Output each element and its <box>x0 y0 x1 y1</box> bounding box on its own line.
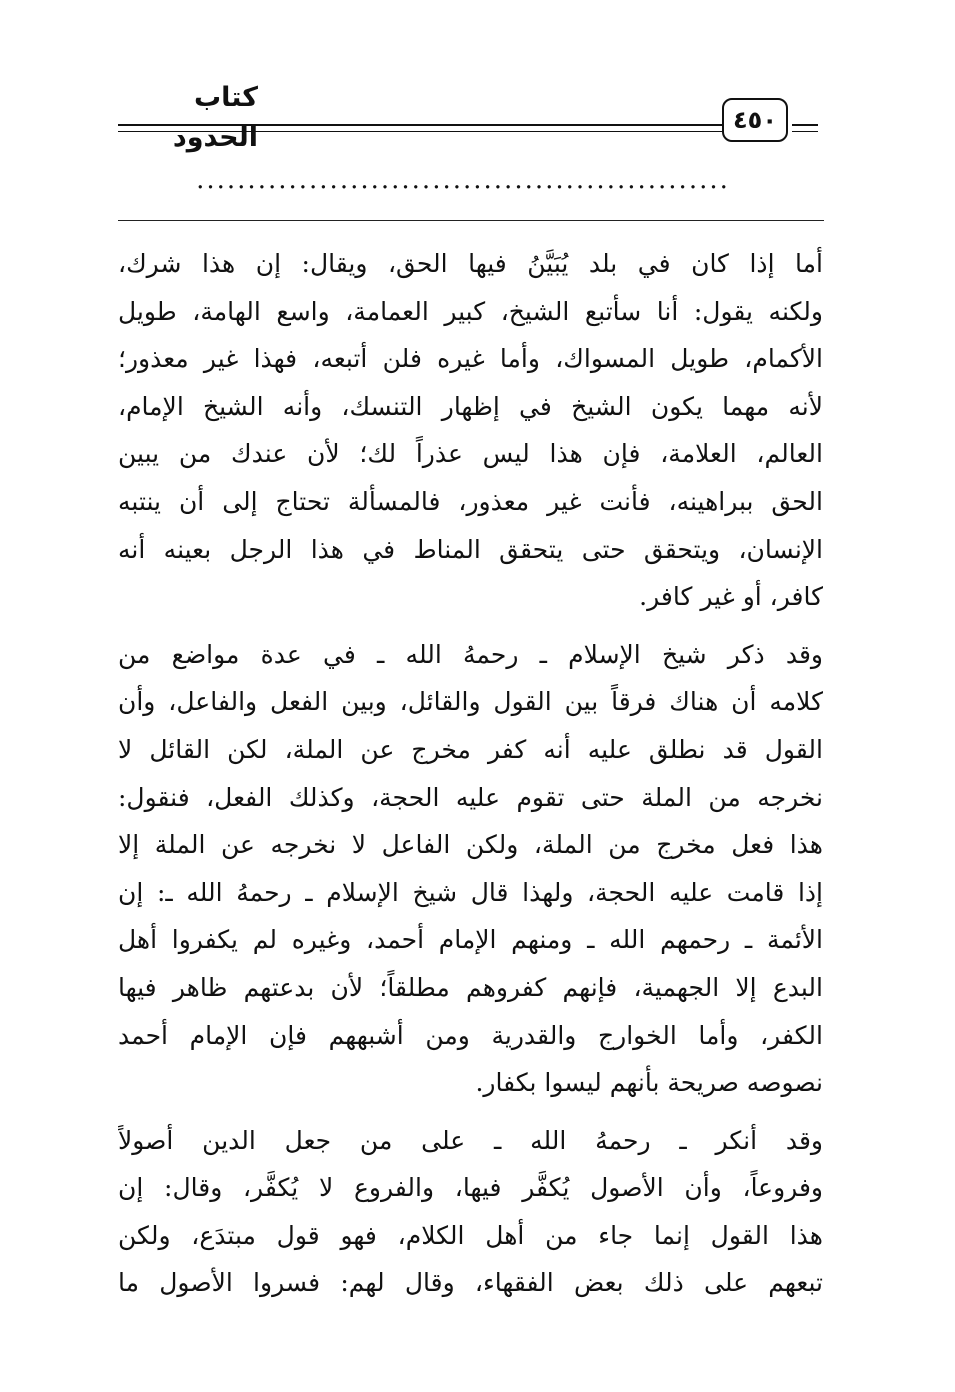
text-line: ولكنه يقول: أنا سأتبع الشيخ، كبير العمامة، واسع الهامة، طويل <box>118 296 823 326</box>
book-title: كتاب الحدود <box>172 82 258 153</box>
text-line: هذا القول إنما جاء من أهل الكلام، فهو قول مبتدَع، ولكن <box>118 1220 823 1250</box>
separator-line <box>118 220 824 221</box>
text-line: الأكمام، طويل المسواك، وأما غيره فلن أتبعه، فهذا غير معذور؛ <box>118 344 823 374</box>
page-number: ٤٥٠ <box>722 98 788 142</box>
text-line: الحق ببراهينه، فأنت غير معذور، فالمسألة تحتاج إلى أن ينتبه <box>118 486 823 516</box>
text-line: نصوصه صريحة بأنهم ليسوا بكفار. <box>475 1068 823 1098</box>
paragraph <box>118 1117 823 1307</box>
header-rule-top <box>118 124 723 126</box>
header-rule-right-top <box>792 124 818 126</box>
text-line: العالم، العلامة، فإن هذا ليس عذراً لك؛ لأن عندك من يبين <box>118 439 823 469</box>
text-line: القول قد نطلق عليه أنه كفر مخرج عن الملة، لكن القائل لا <box>118 734 823 764</box>
text-line: كافر، أو غير كافر. <box>639 582 823 612</box>
paragraph <box>118 240 823 621</box>
text-line: نخرجه من الملة حتى تقوم عليه الحجة، وكذلك الفعل، فنقول: <box>118 782 823 812</box>
text-line: الإنسان، ويتحقق حتى يتحقق المناط في هذا الرجل بعينه أنه <box>118 534 823 564</box>
text-line: وقد أنكر ـ رحمهُ الله ـ على من جعل الدين أصولاً <box>118 1125 823 1155</box>
dotted-leader: .................................................... <box>196 165 730 195</box>
text-line: كلامه أن هناك فرقاً بين القول والقائل، وبين الفعل والفاعل، وأن <box>118 687 823 717</box>
text-line: البدع إلا الجهمية، فإنهم كفروهم مطلقاً؛ لأن بدعتهم ظاهر فيها <box>118 972 823 1002</box>
text-line: الأئمة ـ رحمهم الله ـ ومنهم الإمام أحمد، وغيره لم يكفروا أهل <box>118 925 823 955</box>
header-rule-bottom <box>118 131 723 132</box>
text-line: أما إذا كان في بلد يُبَيَّنُ فيها الحق، ويقال: إن هذا شرك، <box>118 249 823 278</box>
header-rule-right-bottom <box>792 131 818 132</box>
paragraph <box>118 631 823 1107</box>
page-body <box>118 240 823 1307</box>
text-line: إذا قامت عليه الحجة، ولهذا قال شيخ الإسلام ـ رحمهُ الله ـ: إن <box>118 877 823 907</box>
text-line: وفروعاً، وأن الأصول يُكفَّر فيها، والفروع لا يُكفَّر، وقال: إن <box>118 1173 823 1203</box>
text-line: تبعهم على ذلك بعض الفقهاء، وقال لهم: فسروا الأصول ما <box>118 1268 823 1298</box>
text-line: وقد ذكر شيخ الإسلام ـ رحمهُ الله ـ في عدة مواضع من <box>118 639 823 669</box>
text-line: الكفر، وأما الخوارج والقدرية ومن أشبههم فإن الإمام أحمد <box>118 1020 823 1050</box>
text-line: لأنه مهما يكون الشيخ في إظهار التنسك، وأنه الشيخ الإمام، <box>118 391 823 421</box>
text-line: هذا فعل مخرج من الملة، ولكن الفاعل لا نخرجه عن الملة إلا <box>118 830 823 860</box>
